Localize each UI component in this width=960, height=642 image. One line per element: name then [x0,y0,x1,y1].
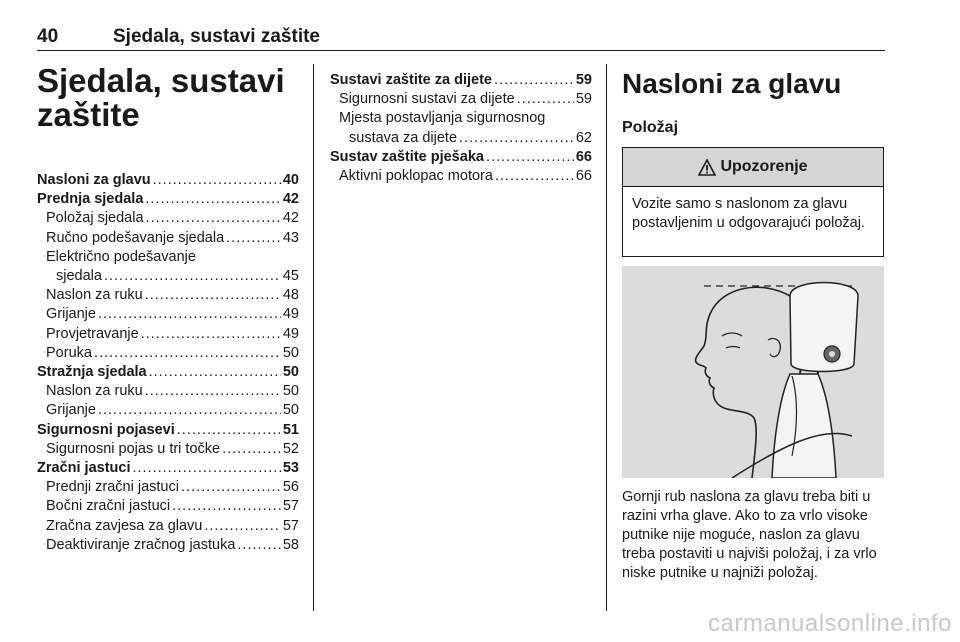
toc-leader-dots [486,149,574,165]
toc-entry[interactable] [46,230,299,246]
toc-entry-label: sjedala [56,268,102,284]
toc-entry-label: Naslon za ruku [46,383,143,400]
toc-entry-label: Sigurnosni pojas u tri točke [46,440,221,457]
toc-entry-label: Bočni zračni jastuci [46,498,171,515]
toc-entry[interactable] [46,210,299,226]
toc-entry[interactable] [46,479,299,495]
chapter-title: Sjedala, sustavi zaštite [113,26,320,47]
toc-entry-page: 62 [575,129,592,146]
toc-entry[interactable] [46,249,299,265]
toc-entry-label: Deaktiviranje zračnog jastuka [46,536,236,553]
toc-leader-dots [153,172,281,188]
toc-chapter-entry[interactable] [37,364,299,380]
toc-leader-dots [145,383,281,399]
toc-entry-label: Zračna zavjesa za glavu [46,517,203,534]
toc-entry[interactable] [46,345,299,361]
toc-entry[interactable] [339,91,592,107]
toc-entry-label: Aktivni poklopac motora [339,168,493,184]
toc-entry-label: Grijanje [46,306,96,323]
toc-entry-label: Sigurnosni pojasevi [37,421,175,438]
section-title: Nasloni za glavu [622,68,842,99]
toc-entry-page: 42 [282,191,299,208]
toc-entry[interactable] [46,441,299,457]
toc-entry-page: 50 [282,344,299,361]
toc-leader-dots [145,191,280,207]
toc-entry-label: Naslon za ruku [46,287,143,304]
toc-entry-label: Prednji zračni jastuci [46,479,179,496]
toc-entry-page: 66 [575,168,592,184]
left-column [37,64,299,132]
toc-entry-label: Položaj sjedala [46,210,144,227]
toc-entry-label: Sustavi zaštite za dijete [330,72,492,88]
toc-leader-dots [172,498,281,514]
toc-entry-page: 48 [282,287,299,304]
toc-chapter-entry[interactable] [37,191,299,207]
warning-header [623,148,883,187]
toc-leader-dots [141,326,281,342]
toc-entry-label: Ručno podešavanje sjedala [46,229,225,246]
toc-entry[interactable] [46,326,299,342]
headrest-illustration [622,266,884,478]
toc-leader-dots [149,364,281,380]
toc-entry-page: 50 [282,383,299,400]
toc-entry[interactable] [349,130,592,146]
toc-entry[interactable] [46,383,299,399]
toc-entry-page: 57 [282,517,299,534]
toc-entry-label: Nasloni za glavu [37,172,151,188]
toc-entry[interactable] [56,268,299,284]
toc-leader-dots [459,130,574,146]
toc-leader-dots [204,518,281,534]
toc-entry-label: sustava za dijete [349,129,458,146]
toc-entry-page: 45 [282,268,299,284]
toc-entry-label: Sigurnosni sustavi za dijete [339,91,515,108]
page-header [37,26,885,51]
toc-entry-label: Stražnja sjedala [37,364,147,380]
chapter-heading-line1: Sjedala, sustavi [37,62,285,99]
toc-leader-dots [98,402,281,418]
toc-entry-label: Zračni jastuci [37,460,131,476]
toc-entry[interactable] [46,402,299,418]
toc-entry-page: 50 [282,402,299,419]
toc-entry-page: 50 [282,364,299,380]
toc-entry[interactable] [46,537,299,553]
toc-chapter-entry[interactable] [330,149,592,165]
toc-chapter-entry[interactable] [330,72,592,88]
toc-leader-dots [177,422,281,438]
toc-leader-dots [94,345,281,361]
head-and-headrest-drawing [622,266,884,478]
subsection-title: Položaj [622,119,679,136]
toc-entry-page: 51 [282,421,299,438]
toc-entry[interactable] [46,306,299,322]
toc-entry-label: Električno podešavanje [46,248,196,265]
toc-leader-dots [222,441,281,457]
toc-leader-dots [132,460,280,476]
toc-entry-label: Grijanje [46,402,96,419]
toc-chapter-entry[interactable] [37,460,299,476]
toc-entry-page: 57 [282,498,299,515]
toc-entry-label: Sustav zaštite pješaka [330,148,484,165]
column-divider [313,64,314,611]
toc-leader-dots [226,230,281,246]
toc-entry-page: 43 [282,229,299,246]
toc-entry-label: Provjetravanje [46,325,139,342]
toc-entry[interactable] [46,287,299,303]
toc-leader-dots [517,91,574,107]
toc-entry-label: Poruka [46,344,92,361]
toc-entry-page: 52 [282,440,299,457]
toc-entry-page: 53 [282,460,299,476]
warning-text: Vozite samo s naslonom za glavu postavljenim u odgovarajući položaj. [632,196,865,231]
toc-entry-label: Mjesta postavljanja sigurnosnog [339,110,546,127]
toc-leader-dots [494,72,574,88]
toc-entry-page: 49 [282,325,299,342]
toc-entry[interactable] [46,498,299,514]
toc-entry[interactable] [46,518,299,534]
toc-entry-page: 59 [575,91,592,108]
warning-title: Upozorenje [720,158,808,175]
toc-entry-page: 59 [575,72,592,88]
toc-leader-dots [98,306,281,322]
chapter-heading-line2: zaštite [37,96,140,133]
toc-entry-page: 66 [575,148,592,165]
toc-entry-label: Prednja sjedala [37,191,144,208]
toc-entry-page: 56 [282,479,299,496]
toc-leader-dots [237,537,280,553]
chapter-heading [37,64,299,132]
warning-box [622,147,884,257]
toc-chapter-entry[interactable] [37,422,299,438]
toc-entry-page: 40 [282,172,299,188]
page-number: 40 [37,26,59,47]
toc-entry[interactable] [339,168,592,184]
toc-leader-dots [145,287,281,303]
watermark-text: carmanualsonline.info [708,610,952,637]
toc-leader-dots [181,479,281,495]
toc-entry[interactable] [339,110,592,126]
toc-entry-page: 42 [282,210,299,227]
toc-leader-dots [495,168,574,184]
toc-entry-page: 58 [282,536,299,553]
toc-chapter-entry[interactable] [37,172,299,188]
toc-entry-page: 49 [282,306,299,323]
toc-leader-dots [104,268,281,284]
body-text: Gornji rub naslona za glavu treba biti u razini vrha glave. Ako to za vrlo visoke putnike nije moguće, naslon za glavu treba postaviti u najviši položaj, i za vrlo niske putnike u najniži položaj. [622,489,877,581]
warning-triangle-icon [698,159,716,176]
column-divider [606,64,607,611]
toc-leader-dots [146,210,281,226]
